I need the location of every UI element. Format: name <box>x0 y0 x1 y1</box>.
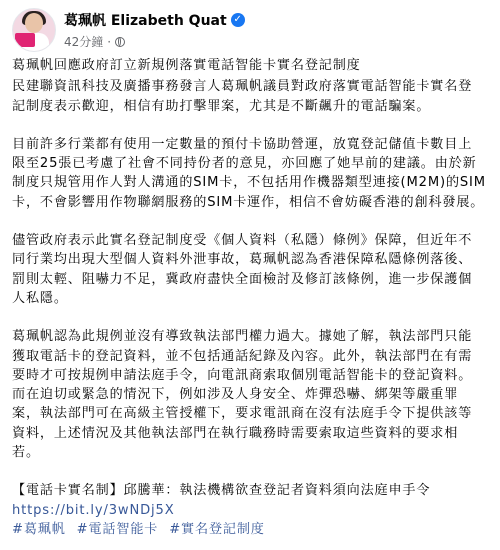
hashtags <box>12 520 486 539</box>
author-name[interactable]: 葛珮帆 Elizabeth Quat <box>64 13 227 29</box>
post-link[interactable]: https://bit.ly/3wNDj5X <box>12 502 175 518</box>
verified-badge-icon: ✓ <box>231 13 245 27</box>
related-article: 【電話卡實名制】邱騰華：執法機構欲查登記者資料須向法庭申手令 <box>12 483 431 499</box>
hashtag-link[interactable]: #電話智能卡 <box>76 521 159 537</box>
post-paragraph: 儘管政府表示此實名登記制度受《個人資料（私隱）條例》保障，但近年不同行業均出現大型個人資料外泄事故，葛珮帆認為香港保障私隱條例落後、罰則太輕、阻嚇力不足，冀政府盡快全面檢討及修訂該條例，進一步保護個人私隱。 <box>12 233 473 306</box>
avatar[interactable] <box>12 8 56 52</box>
post-paragraph: 民建聯資訊科技及廣播事務發言人葛珮帆議員對政府落實電話智能卡實名登記制度表示歡迎，相信有助打擊罪案，尤其是不斷飆升的電話騙案。 <box>12 79 473 114</box>
hashtag-link[interactable]: #葛珮帆 <box>12 521 66 537</box>
post-time[interactable]: 42分鐘 <box>64 35 104 49</box>
post-header <box>12 8 486 54</box>
globe-icon[interactable] <box>115 37 125 47</box>
post-meta <box>64 8 245 50</box>
separator-dot: · <box>107 34 112 49</box>
post-content <box>12 56 486 539</box>
post-paragraph: 目前許多行業都有使用一定數量的預付卡協助營運，放寬登記儲值卡數目上限至25張已考慮了社會不同持份者的意見，亦回應了她早前的建議。由於新制度只規管用作人對人溝通的SIM卡，不包括用作機器類型連接(M2M)的SIM卡，不會影響用作物聯網服務的SIM卡運作，相信不會妨礙香港的創科發展。 <box>12 136 486 210</box>
post-paragraph: 葛珮帆認為此規例並沒有導致執法部門權力過大。據她了解，執法部門只能獲取電話卡的登記資料，並不包括通話紀錄及內容。此外，執法部門在有需要時才可按規例申請法庭手令，向電訊商索取個別電話智能卡的登記資料。而在迫切或緊急的情況下，例如涉及人身安全、炸彈恐嚇、綁架等嚴重罪案，執法部門可在高級主管授權下，要求電訊商在沒有法庭手令下提供該等資料，上述情況及其他執法部門在執行職務時需要索取這些資料的要求相若。 <box>12 329 473 461</box>
post-title: 葛珮帆回應政府訂立新規例落實電話智能卡實名登記制度 <box>12 58 361 73</box>
hashtag-link[interactable]: #實名登記制度 <box>169 521 265 537</box>
